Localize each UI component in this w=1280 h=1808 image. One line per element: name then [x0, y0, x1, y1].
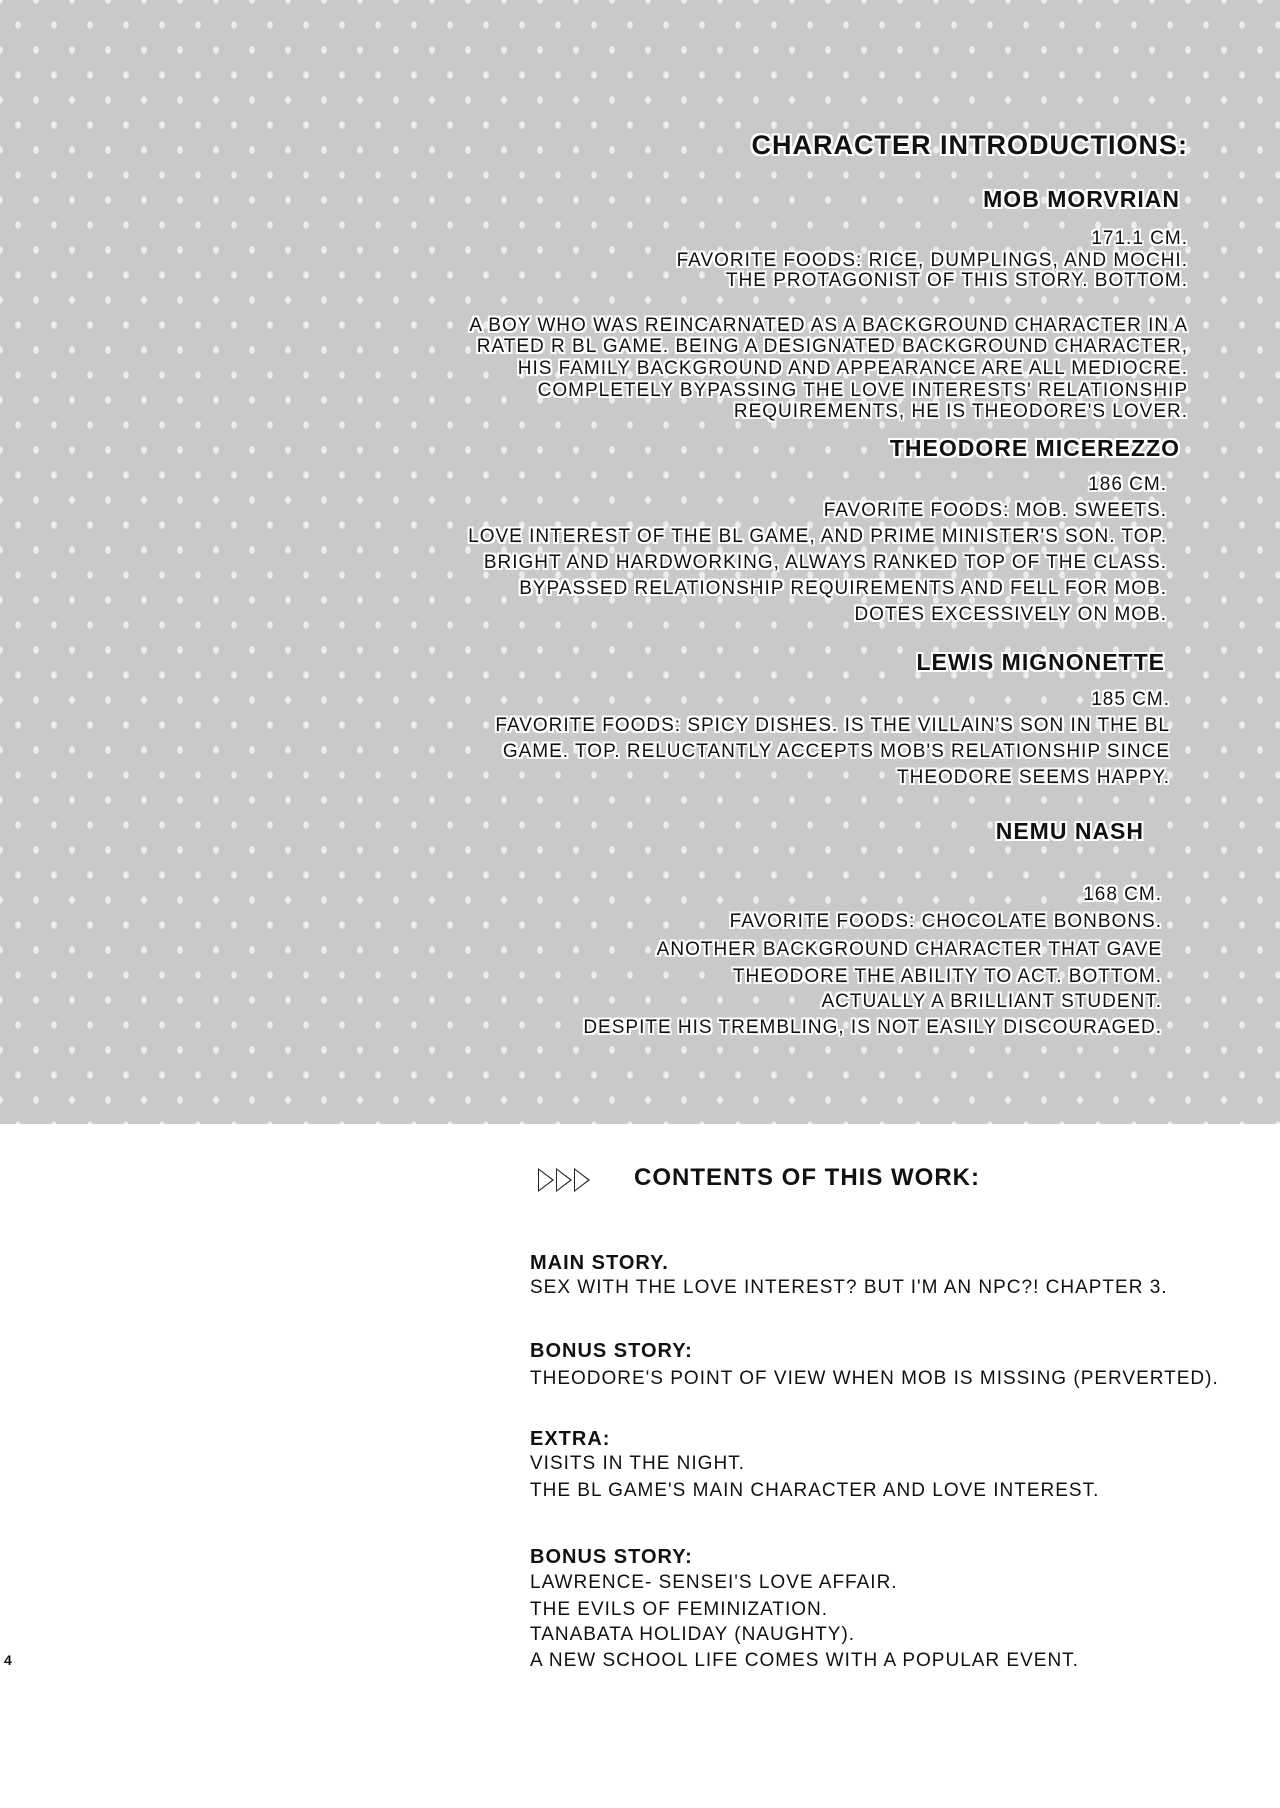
character-detail-line: BYPASSED RELATIONSHIP REQUIREMENTS AND FELL FOR MOB. — [519, 578, 1167, 599]
character-name: LEWIS MIGNONETTE — [916, 649, 1165, 675]
character-detail-line: COMPLETELY BYPASSING THE LOVE INTERESTS' RELATIONSHIP — [537, 380, 1188, 401]
contents-section-heading: BONUS STORY: — [530, 1340, 693, 1362]
character-detail-line: FAVORITE FOODS: MOB. SWEETS. — [823, 500, 1167, 521]
character-detail-line: DESPITE HIS TREMBLING, IS NOT EASILY DISCOURAGED. — [583, 1017, 1162, 1038]
character-detail-line: THEODORE THE ABILITY TO ACT. BOTTOM. — [732, 966, 1162, 987]
character-detail-line: THE PROTAGONIST OF THIS STORY. BOTTOM. — [725, 270, 1188, 291]
contents-section-heading: MAIN STORY. — [530, 1252, 669, 1274]
contents-section-heading: EXTRA: — [530, 1428, 611, 1450]
contents-item: THE EVILS OF FEMINIZATION. — [530, 1599, 829, 1620]
contents-item: SEX WITH THE LOVE INTEREST? BUT I'M AN NPC?! CHAPTER 3. — [530, 1277, 1168, 1298]
character-detail-line: 168 CM. — [1083, 884, 1162, 905]
contents-item: TANABATA HOLIDAY (NAUGHTY). — [530, 1624, 856, 1645]
contents-item: LAWRENCE- SENSEI'S LOVE AFFAIR. — [530, 1572, 898, 1593]
character-detail-line: REQUIREMENTS, HE IS THEODORE'S LOVER. — [733, 401, 1188, 422]
contents-item: THEODORE'S POINT OF VIEW WHEN MOB IS MISSING (PERVERTED). — [530, 1368, 1219, 1389]
character-name: MOB MORVRIAN — [983, 186, 1180, 212]
contents-section-heading: BONUS STORY: — [530, 1546, 693, 1568]
character-detail-line: FAVORITE FOODS: RICE, DUMPLINGS, AND MOCHI. — [676, 250, 1188, 271]
character-detail-line: HIS FAMILY BACKGROUND AND APPEARANCE ARE ALL MEDIOCRE. — [517, 358, 1188, 379]
character-detail-line: LOVE INTEREST OF THE BL GAME, AND PRIME MINISTER'S SON. TOP. — [468, 526, 1167, 547]
character-detail-line: 185 CM. — [1091, 689, 1170, 710]
contents-item: A NEW SCHOOL LIFE COMES WITH A POPULAR EVENT. — [530, 1650, 1079, 1671]
page-number: 4 — [4, 1652, 12, 1668]
character-name: NEMU NASH — [995, 818, 1144, 844]
character-detail-line: THEODORE SEEMS HAPPY. — [897, 767, 1170, 788]
contents-item: VISITS IN THE NIGHT. — [530, 1453, 745, 1474]
character-detail-line: GAME. TOP. RELUCTANTLY ACCEPTS MOB'S RELATIONSHIP SINCE — [502, 741, 1170, 762]
character-detail-line: DOTES EXCESSIVELY ON MOB. — [854, 604, 1167, 625]
character-detail-line: ANOTHER BACKGROUND CHARACTER THAT GAVE — [656, 939, 1162, 960]
character-detail-line: BRIGHT AND HARDWORKING, ALWAYS RANKED TOP OF THE CLASS. — [483, 552, 1167, 573]
character-detail-line: A BOY WHO WAS REINCARNATED AS A BACKGROUND CHARACTER IN A — [469, 315, 1188, 336]
character-name: THEODORE MICEREZZO — [889, 435, 1180, 461]
character-detail-line: FAVORITE FOODS: SPICY DISHES. IS THE VILLAIN'S SON IN THE BL — [495, 715, 1170, 736]
contents-item: THE BL GAME'S MAIN CHARACTER AND LOVE INTEREST. — [530, 1480, 1100, 1501]
character-detail-line: 186 CM. — [1088, 474, 1167, 495]
contents-title: CONTENTS OF THIS WORK: — [634, 1164, 980, 1191]
character-detail-line: RATED R BL GAME. BEING A DESIGNATED BACKGROUND CHARACTER, — [476, 336, 1188, 357]
character-detail-line: ACTUALLY A BRILLIANT STUDENT. — [821, 991, 1162, 1012]
character-detail-line: 171.1 CM. — [1091, 228, 1188, 249]
intro-title: CHARACTER INTRODUCTIONS: — [751, 130, 1188, 160]
character-detail-line: FAVORITE FOODS: CHOCOLATE BONBONS. — [729, 911, 1162, 932]
triple-triangle-arrow-icon — [538, 1168, 590, 1192]
